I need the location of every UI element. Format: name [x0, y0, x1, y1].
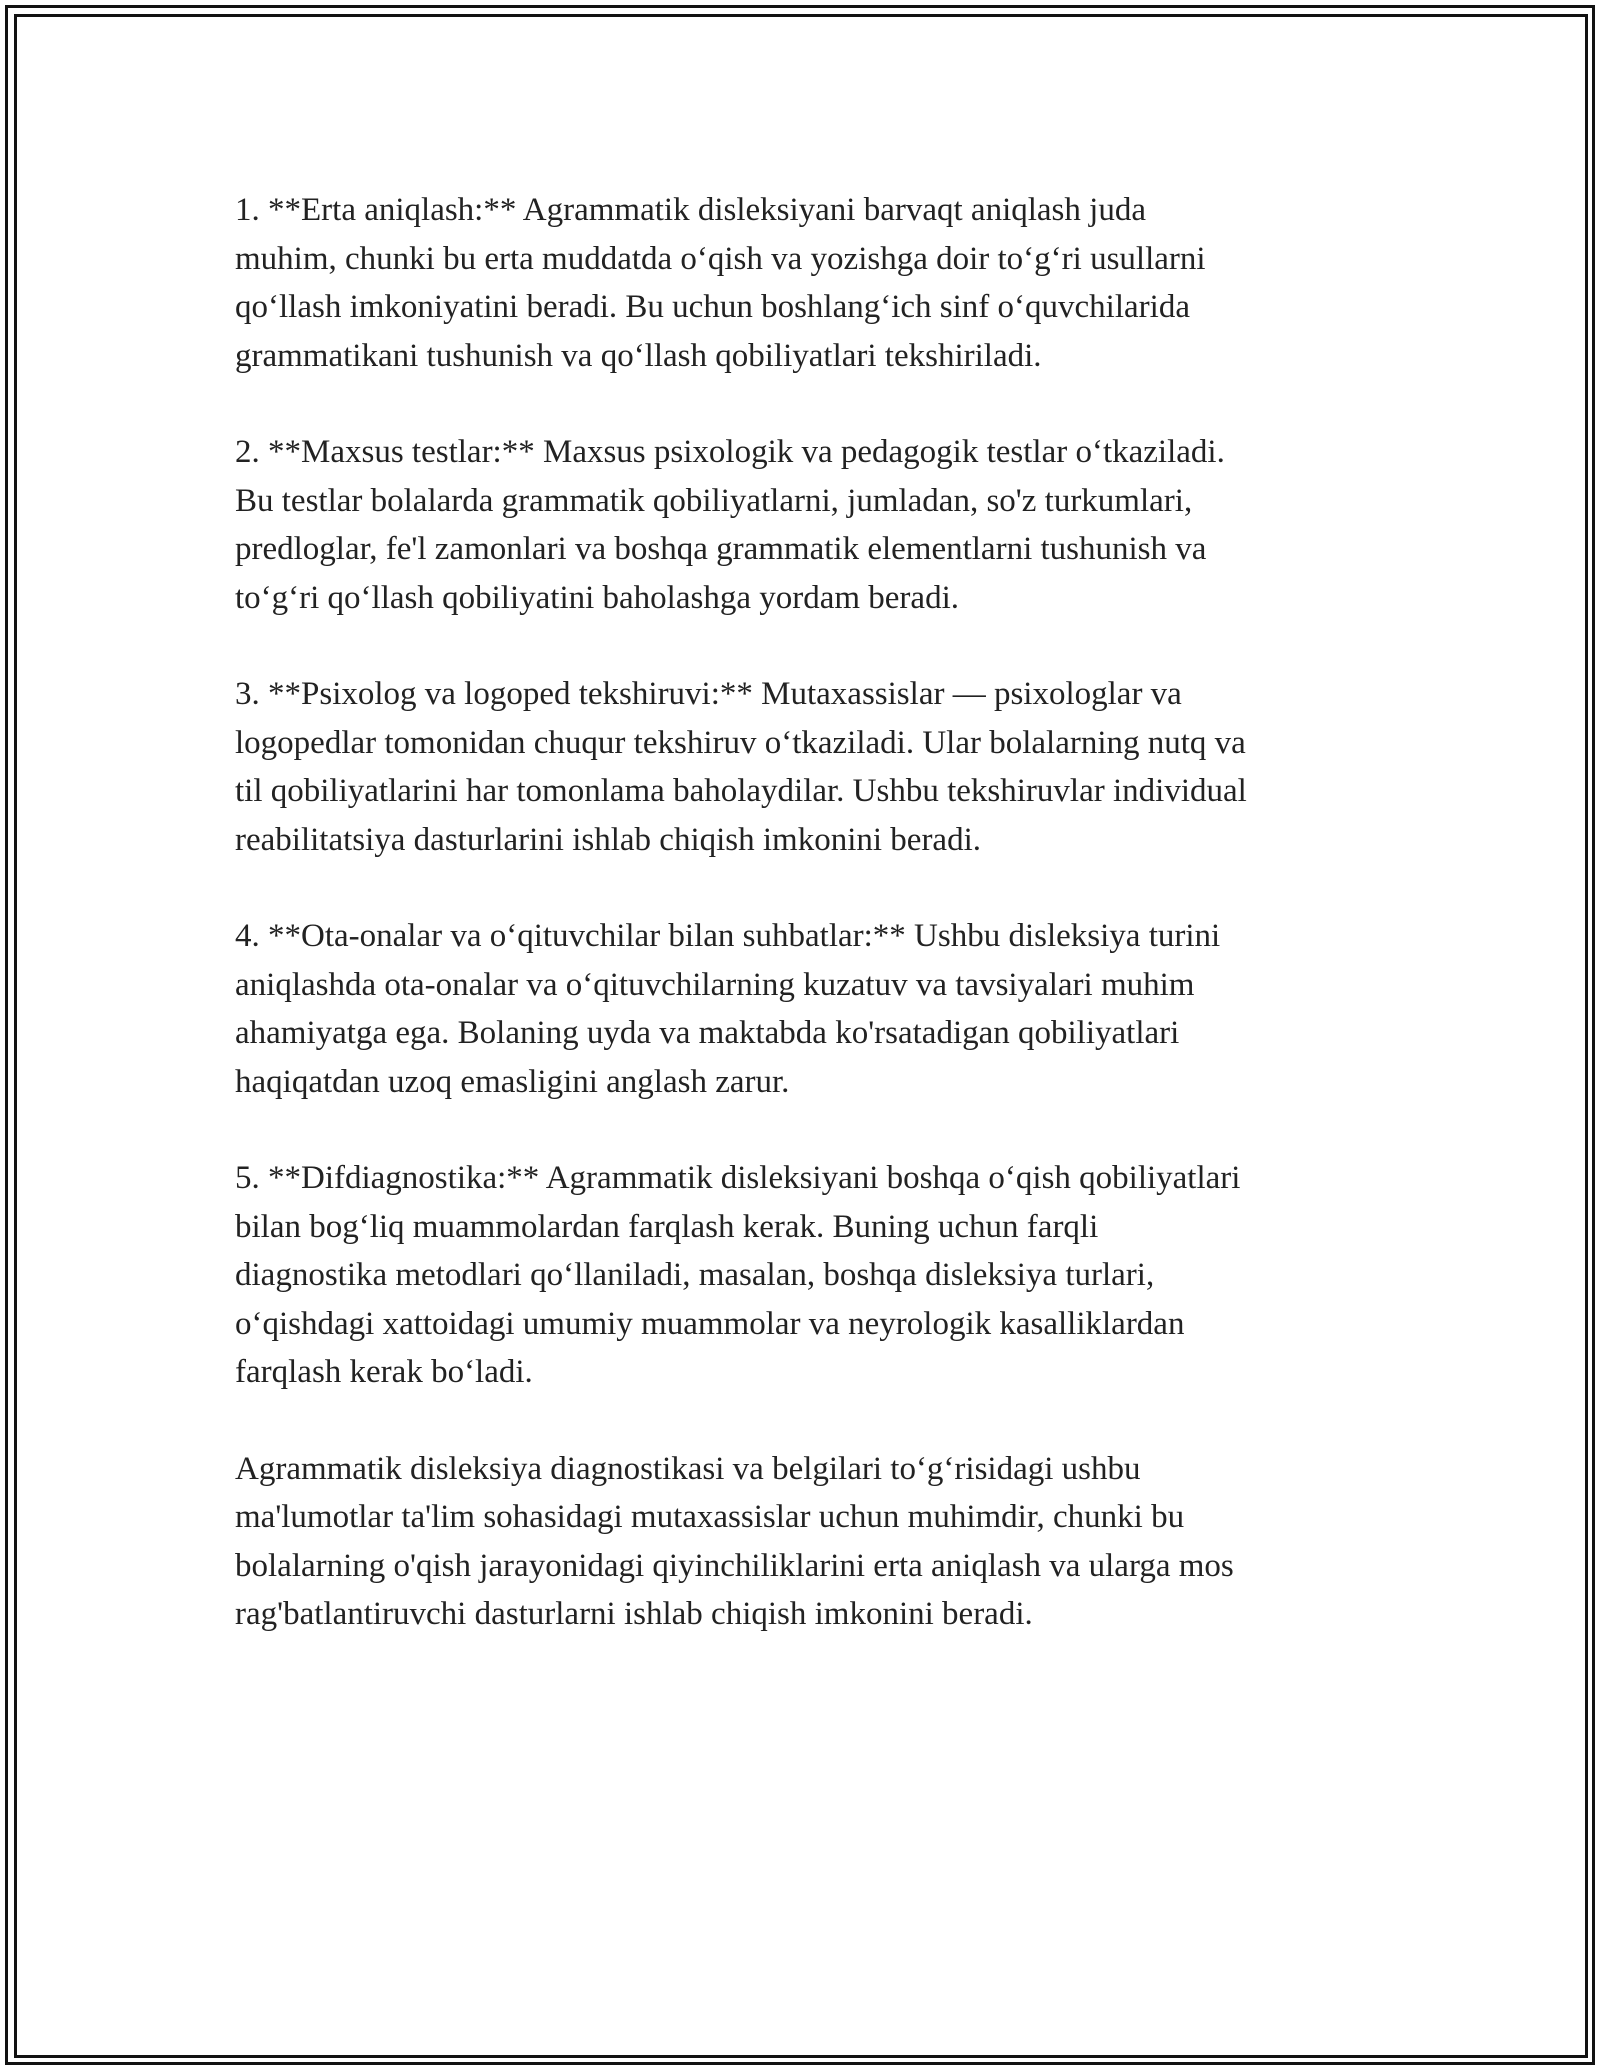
paragraph-difdiagnostika: 5. **Difdiagnostika:** Agrammatik disleksiyani boshqa o‘qish qobiliyatlari bilan bog‘liq muammolardan farqlash kerak. Buning uchun farqli diagnostika metodlari qo‘llaniladi, masalan, boshqa disleksiya turlari, o‘qishdagi xattoidagi umumiy muammolar va neyrologik kasalliklardan farqlash kerak bo‘ladi. — [235, 1160, 1241, 1390]
document-body — [235, 186, 1385, 1687]
paragraph-conclusion: Agrammatik disleksiya diagnostikasi va belgilari to‘g‘risidagi ushbu ma'lumotlar ta'lim sohasidagi mutaxassislar uchun muhimdir, chunki bu bolalarning o'qish jarayonidagi qiyinchiliklarini erta aniqlash va ularga mos rag'batlantiruvchi dasturlarni ishlab chiqish imkonini beradi. — [235, 1450, 1234, 1632]
paragraph-psixolog-logoped: 3. **Psixolog va logoped tekshiruvi:** Mutaxassislar — psixologlar va logopedlar tomonidan chuqur tekshiruv o‘tkaziladi. Ular bolalarning nutq va til qobiliyatlarini har tomonlama baholaydilar. Ushbu tekshiruvlar individual reabilitatsiya dasturlarini ishlab chiqish imkonini beradi. — [235, 676, 1247, 858]
paragraph-erta-aniqlash: 1. **Erta aniqlash:** Agrammatik disleksiyani barvaqt aniqlash juda muhim, chunki bu erta muddatda o‘qish va yozishga doir to‘g‘ri usullarni qo‘llash imkoniyatini beradi. Bu uchun boshlang‘ich sinf o‘quvchilarida grammatikani tushunish va qo‘llash qobiliyatlari tekshiriladi. — [235, 192, 1206, 374]
paragraph-ota-onalar: 4. **Ota-onalar va o‘qituvchilar bilan suhbatlar:** Ushbu disleksiya turini aniqlashda ota-onalar va o‘qituvchilarning kuzatuv va tavsiyalari muhim ahamiyatga ega. Bolaning uyda va maktabda ko'rsatadigan qobiliyatlari haqiqatdan uzoq emasligini anglash zarur. — [235, 918, 1221, 1100]
paragraph-maxsus-testlar: 2. **Maxsus testlar:** Maxsus psixologik va pedagogik testlar o‘tkaziladi. Bu testlar bolalarda grammatik qobiliyatlarni, jumladan, so'z turkumlari, predloglar, fe'l zamonlari va boshqa grammatik elementlarni tushunish va to‘g‘ri qo‘llash qobiliyatini baholashga yordam beradi. — [235, 434, 1225, 616]
